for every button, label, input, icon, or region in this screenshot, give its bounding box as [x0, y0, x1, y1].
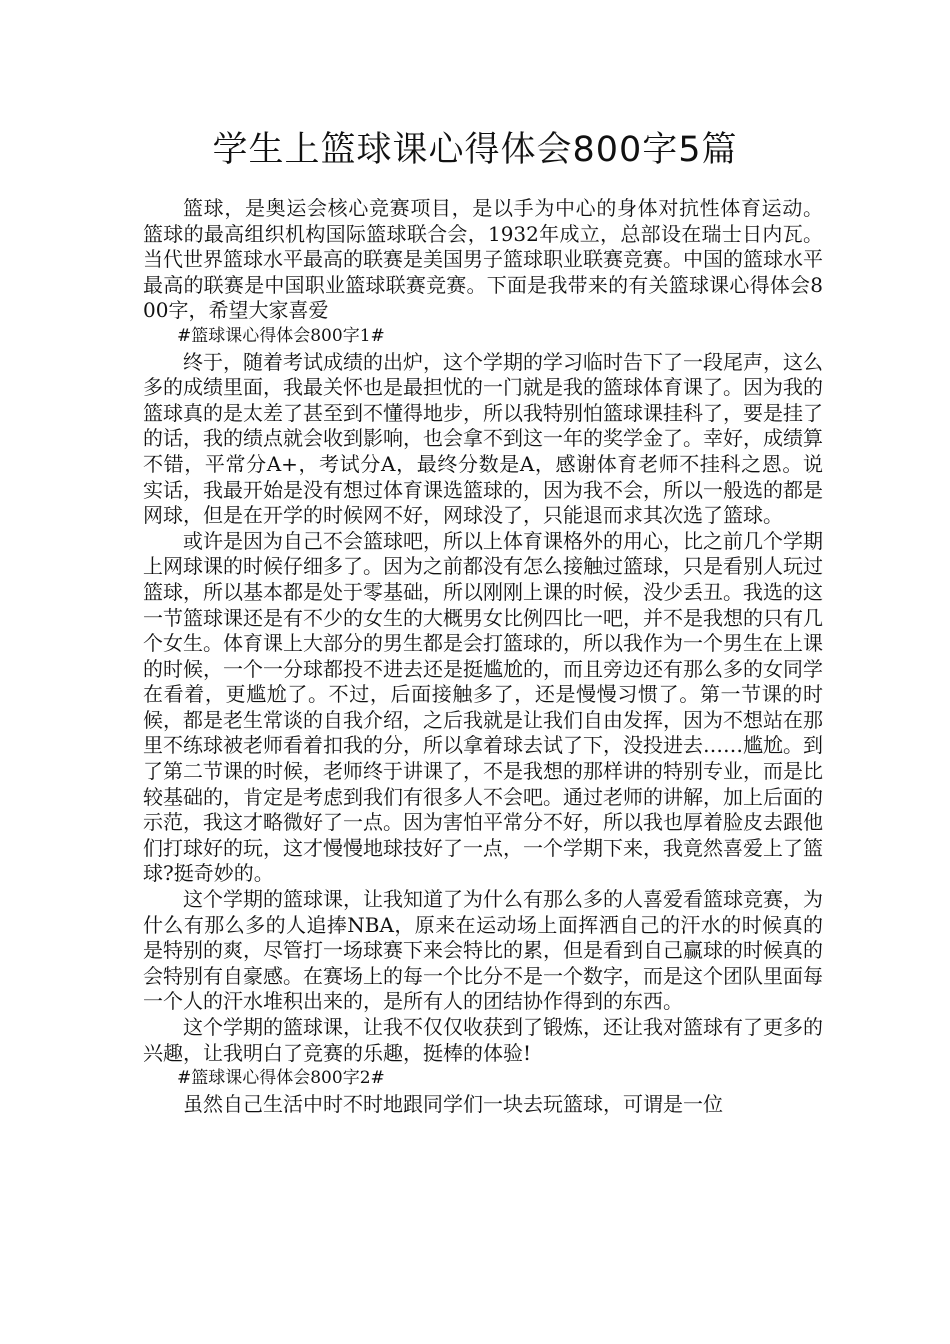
- paragraph-exam-result: 终于，随着考试成绩的出炉，这个学期的学习临时告下了一段尾声，这么多的成绩里面，我最关怀也是最担忧的一门就是我的篮球体育课了。因为我的篮球真的是太差了甚至到不懂得地步，所以我特别怕篮球课挂科了，要是挂了的话，我的绩点就会收到影响，也会拿不到这一年的奖学金了。幸好，成绩算不错，平常分A+，考试分A，最终分数是A，感谢体育老师不挂科之恩。说实话，我最开始是没有想过体育课选篮球的，因为我不会，所以一般选的都是网球，但是在开学的时候网不好，网球没了，只能退而求其次选了篮球。: [143, 349, 823, 528]
- document-title: 学生上篮球课心得体会800字5篇: [212, 130, 738, 170]
- section-heading-2: #篮球课心得体会800字2#: [177, 1068, 385, 1089]
- paragraph-why-love-basketball: 这个学期的篮球课，让我知道了为什么有那么多的人喜爱看篮球竞赛，为什么有那么多的人追捧NBA，原来在运动场上面挥洒自己的汗水的时候真的是特别的爽，尽管打一场球赛下来会特比的累，但是看到自己赢球的时候真的会特别有自豪感。在赛场上的每一个比分不是一个数字，而是这个团队里面每一个人的汗水堆积出来的，是所有人的团结协作得到的东西。: [143, 887, 823, 1014]
- paragraph-conclusion: 这个学期的篮球课，让我不仅仅收获到了锻炼，还让我对篮球有了更多的兴趣，让我明白了竞赛的乐趣，挺棒的体验!: [143, 1015, 823, 1065]
- section-heading-1: #篮球课心得体会800字1#: [177, 325, 385, 346]
- intro-paragraph: 篮球，是奥运会核心竞赛项目，是以手为中心的身体对抗性体育运动。 篮球的最高组织机构国际篮球联合会，1932年成立，总部设在瑞士日内瓦。当代世界篮球水平最高的联赛是美国男子篮球职业联赛竞赛。中国的篮球水平最高的联赛是中国职业篮球联赛竞赛。下面是我带来的有关篮球课心得体会800字，希望大家喜爱: [143, 196, 823, 323]
- paragraph-essay-2-start: 虽然自己生活中时不时地跟同学们一块去玩篮球，可谓是一位: [183, 1091, 723, 1116]
- document-body: [143, 196, 823, 1117]
- paragraph-class-experience: 或许是因为自己不会篮球吧，所以上体育课格外的用心，比之前几个学期上网球课的时候仔细多了。因为之前都没有怎么接触过篮球，只是看别人玩过篮球，所以基本都是处于零基础，所以刚刚上课的时候，没少丢丑。我选的这一节篮球课还是有不少的女生的大概男女比例四比一吧，并不是我想的只有几个女生。体育课上大部分的男生都是会打篮球的，所以我作为一个男生在上课的时候，一个一分球都投不进去还是挺尴尬的，而且旁边还有那么多的女同学在看着，更尴尬了。不过，后面接触多了，还是慢慢习惯了。第一节课的时候，都是老生常谈的自我介绍，之后我就是让我们自由发挥，因为不想站在那里不练球被老师看着扣我的分，所以拿着球去试了下，没投进去……尴尬。到了第二节课的时候，老师终于讲课了，不是我想的那样讲的特别专业，而是比较基础的，肯定是考虑到我们有很多人不会吧。通过老师的讲解，加上后面的示范，我这才略微好了一点。因为害怕平常分不好，所以我也厚着脸皮去跟他们打球好的玩，这才慢慢地球技好了一点，一个学期下来，我竟然喜爱上了篮球?挺奇妙的。: [143, 528, 823, 886]
